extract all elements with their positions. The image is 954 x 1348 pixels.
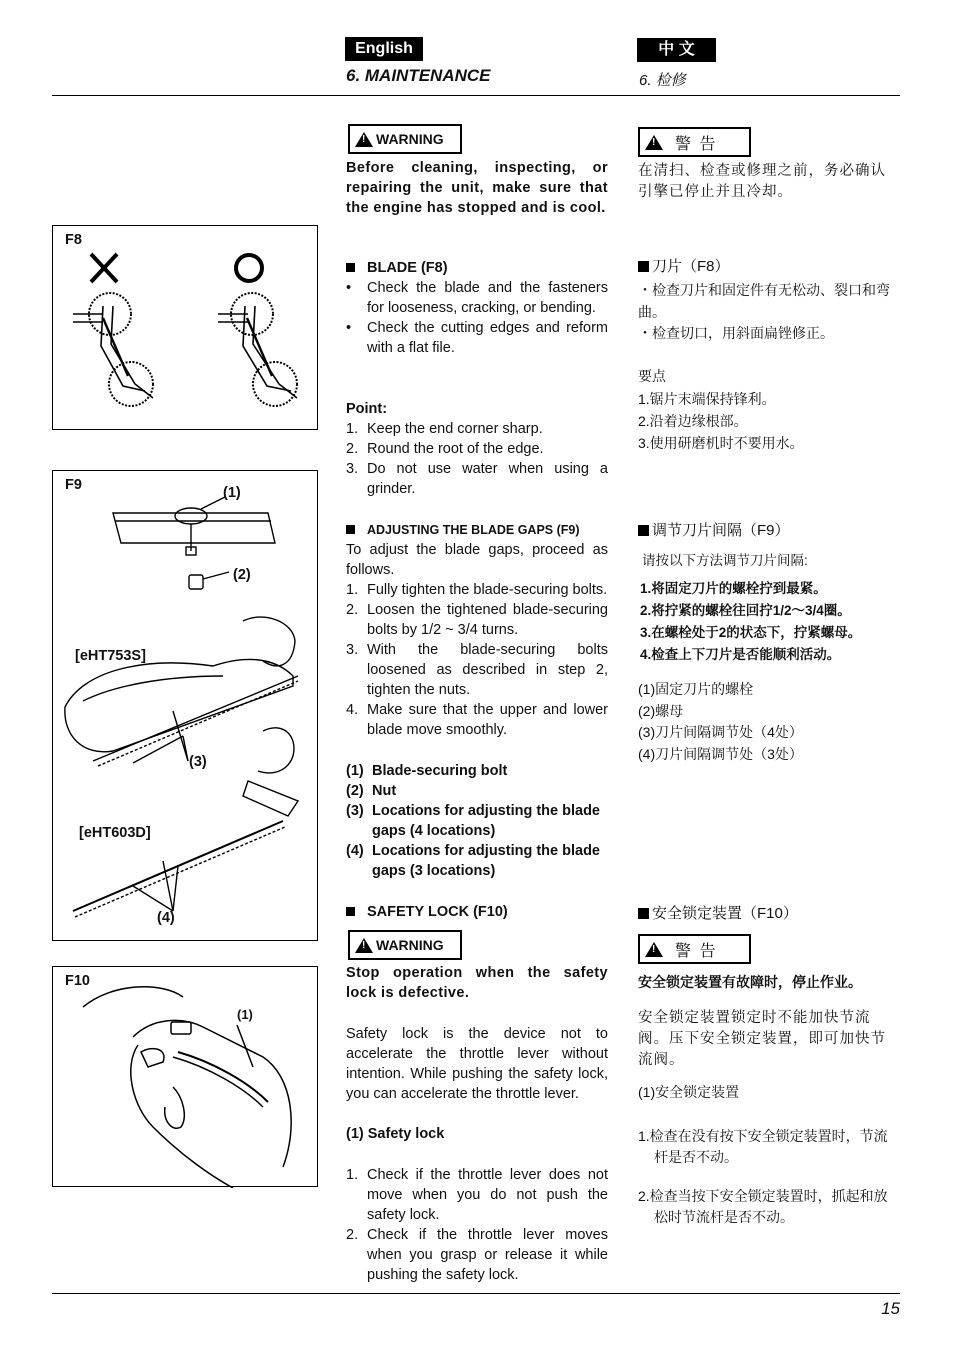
- bullet-square-icon: [638, 908, 649, 919]
- list-item: • Check the cutting edges and reform with a flat file.: [346, 320, 608, 356]
- warning-label-2: ! WARNING: [348, 930, 462, 960]
- list-item: (4)刀片间隔调节处（3处）: [638, 745, 803, 762]
- safety-description: Safety lock is the device not to accelerate the throttle lever without intention. While pushing the safety lock, you can accelerate the throttle lever.: [346, 1026, 608, 1102]
- blade-list: [346, 278, 608, 358]
- adjust-section-title: ADJUSTING THE BLADE GAPS (F9): [346, 520, 608, 540]
- list-item: 3. With the blade-securing bolts loosened as described in step 2, tighten the nuts.: [346, 642, 608, 698]
- figure-label: F9: [65, 477, 82, 493]
- warning-triangle-icon: [645, 135, 663, 150]
- list-item: 1.锯片末端保持锋利。: [638, 391, 776, 407]
- blade-section-title: BLADE (F8): [346, 258, 608, 278]
- point-title: Point:: [346, 401, 388, 417]
- bullet-square-icon: [638, 261, 649, 272]
- bullet-square-icon: [346, 907, 355, 916]
- bullet-square-icon: [346, 525, 355, 534]
- list-item: 3.在螺栓处于2的状态下，拧紧螺母。: [640, 625, 862, 640]
- blade-list-cn: [638, 280, 900, 345]
- warning-triangle-icon: [355, 938, 373, 953]
- list-item: 2.检查当按下安全锁定装置时，抓起和放松时节流杆是否不动。: [638, 1188, 888, 1225]
- warning-text-cn-1: 在清扫、检查或修理之前，务必确认引擎已停止并且冷却。: [638, 163, 886, 200]
- list-item: 1. Keep the end corner sharp.: [346, 421, 543, 437]
- warning-text-cn-2: 安全锁定装置有故障时，停止作业。: [638, 974, 862, 990]
- list-item: 3.使用研磨机时不要用水。: [638, 435, 804, 451]
- safety-list: [346, 1165, 608, 1285]
- list-item: 1.将固定刀片的螺栓拧到最紧。: [640, 581, 827, 596]
- point-list: [346, 419, 608, 499]
- safety-section-title: SAFETY LOCK (F10): [346, 902, 608, 922]
- list-item: • Check the blade and the fasteners for looseness, cracking, or bending.: [346, 280, 608, 316]
- safety-section-title-cn: 安全锁定装置（F10）: [638, 904, 900, 924]
- footer-rule: [52, 1293, 900, 1294]
- list-item: (3)刀片间隔调节处（4处）: [638, 724, 803, 740]
- bullet-square-icon: [346, 263, 355, 272]
- language-tab-english: English: [345, 37, 423, 61]
- list-item: (4) Locations for adjusting the blade gaps (3 locations): [346, 843, 600, 879]
- warning-label-1: ! WARNING: [348, 124, 462, 154]
- blade-edge-illustration: [53, 226, 319, 431]
- list-item: (1)固定刀片的螺栓: [638, 681, 754, 697]
- list-item: (2) Nut: [346, 783, 397, 799]
- warning-triangle-icon: [355, 132, 373, 147]
- list-item: 2.将拧紧的螺栓往回拧1/2～3/4圈。: [640, 603, 851, 618]
- list-item: ・检查切口，用斜面扁锉修正。: [638, 325, 834, 341]
- list-item: 2.沿着边缘根部。: [638, 413, 748, 429]
- list-item: (2)螺母: [638, 702, 684, 719]
- list-item: (1) Blade-securing bolt: [346, 763, 508, 779]
- list-item: 1.检查在没有按下安全锁定装置时，节流杆是否不动。: [638, 1128, 888, 1165]
- point-list-cn: [638, 388, 900, 454]
- list-item: 1. Check if the throttle lever does not move when you do not push the safety lock.: [346, 1167, 608, 1223]
- safety-part-label: (1) Safety lock: [346, 1126, 445, 1142]
- list-item: ・检查刀片和固定件有无松动、裂口和弯曲。: [638, 282, 890, 320]
- callout-4: (4): [157, 910, 175, 926]
- warning-label-cn-1: ! 警 告: [638, 127, 751, 157]
- point-title-cn: 要点: [638, 368, 666, 384]
- figure-label: F10: [65, 973, 90, 989]
- warning-triangle-icon: [645, 942, 663, 957]
- callout-1: (1): [237, 1007, 253, 1022]
- callout-3: (3): [189, 754, 207, 770]
- figure-f9: [52, 470, 318, 941]
- warning-text-2: Stop operation when the safety lock is defective.: [346, 965, 608, 1001]
- adjust-parts-cn: [638, 679, 900, 765]
- adjust-intro: To adjust the blade gaps, proceed as follows.: [346, 542, 608, 578]
- list-item: 1. Fully tighten the blade-securing bolts.: [346, 582, 608, 598]
- page-number: 15: [881, 1299, 900, 1318]
- list-item: 4. Make sure that the upper and lower blade move smoothly.: [346, 702, 608, 738]
- safety-list-cn: [638, 1126, 900, 1228]
- safety-description-cn: 安全锁定装置锁定时不能加快节流阀。压下安全锁定装置，即可加快节流阀。: [638, 1010, 886, 1068]
- figure-f10: [52, 966, 318, 1187]
- adjust-list: [346, 580, 608, 740]
- warning-text-1: Before cleaning, inspecting, or repairing the unit, make sure that the engine has stopped and is cool.: [346, 160, 608, 216]
- hedge-trimmer-illustration: [53, 471, 319, 942]
- adjust-parts-list: [346, 761, 608, 881]
- language-tab-chinese: 中 文: [637, 38, 716, 62]
- model-label-eht753s: [eHT753S]: [75, 648, 146, 664]
- adjust-section-title-cn: 调节刀片间隔（F9）: [638, 521, 900, 541]
- safety-lock-illustration: [53, 967, 319, 1188]
- callout-1: (1): [223, 485, 241, 501]
- header-rule: [52, 95, 900, 96]
- bullet-square-icon: [638, 525, 649, 536]
- figure-label: F8: [65, 232, 82, 248]
- list-item: (3) Locations for adjusting the blade gaps (4 locations): [346, 803, 600, 839]
- callout-2: (2): [233, 567, 251, 583]
- list-item: 3. Do not use water when using a grinder.: [346, 461, 608, 497]
- figure-f8: [52, 225, 318, 430]
- warning-label-cn-2: ! 警 告: [638, 934, 751, 964]
- section-title-en: 6. MAINTENANCE: [346, 66, 491, 85]
- safety-part-cn: (1)安全锁定装置: [638, 1084, 740, 1100]
- blade-section-title-cn: 刀片（F8）: [638, 257, 900, 277]
- model-label-eht603d: [eHT603D]: [79, 825, 151, 841]
- adjust-list-cn: [640, 578, 902, 666]
- list-item: 2. Check if the throttle lever moves when you grasp or release it while pushing the safety lock.: [346, 1227, 608, 1283]
- list-item: 4.检查上下刀片是否能顺利活动。: [640, 647, 841, 662]
- list-item: 2. Round the root of the edge.: [346, 441, 544, 457]
- adjust-intro-cn: 请按以下方法调节刀片间隔:: [642, 553, 808, 568]
- list-item: 2. Loosen the tightened blade-securing bolts by 1/2 ~ 3/4 turns.: [346, 602, 608, 638]
- section-title-cn: 6. 检修: [639, 72, 686, 89]
